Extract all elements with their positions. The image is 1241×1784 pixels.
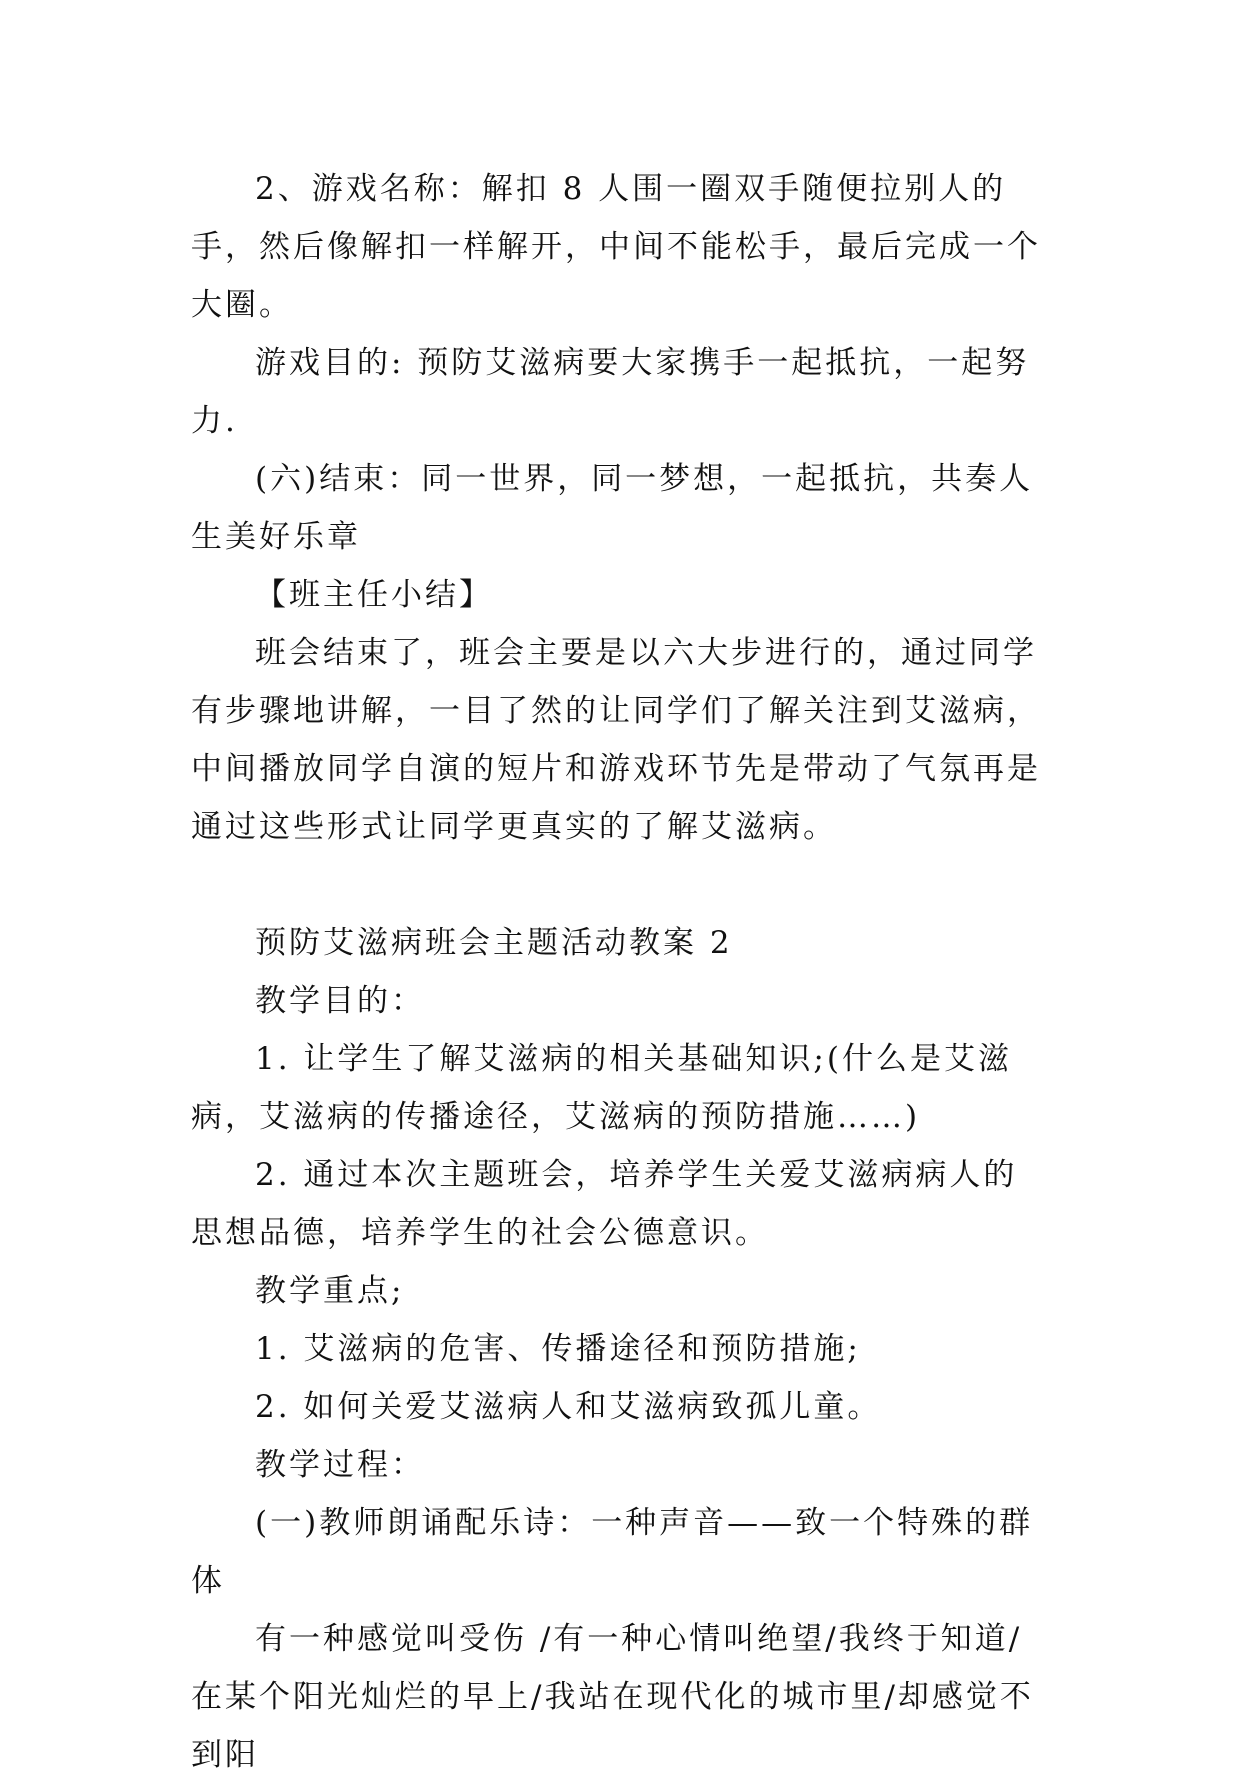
paragraph-summary-heading: 【班主任小结】 [255, 577, 493, 613]
document-body [191, 160, 1051, 1784]
paragraph-key-points-heading: 教学重点; [255, 1273, 405, 1309]
paragraph-goal-2: 2. 通过本次主题班会，培养学生关爱艾滋病病人的思想品德，培养学生的社会公德意识。 [191, 1157, 1018, 1251]
paragraph-ending: (六)结束：同一世界，同一梦想，一起抵抗，共奏人生美好乐章 [191, 461, 1034, 555]
paragraph-teaching-goals-heading: 教学目的： [255, 983, 425, 1019]
paragraph-game-purpose: 游戏目的: 预防艾滋病要大家携手一起抵抗，一起努力. [191, 345, 1030, 439]
paragraph-poem: 有一种感觉叫受伤 /有一种心情叫绝望/我终于知道/在某个阳光灿烂的早上/我站在现代化的城市里/却感觉不到阳 [191, 1621, 1034, 1773]
paragraph-key-point-1: 1. 艾滋病的危害、传播途径和预防措施; [255, 1331, 861, 1367]
section-spacer [191, 856, 1051, 914]
paragraph-process-heading: 教学过程： [255, 1447, 425, 1483]
section-title: 预防艾滋病班会主题活动教案 2 [255, 925, 733, 961]
paragraph-goal-1: 1. 让学生了解艾滋病的相关基础知识;(什么是艾滋病，艾滋病的传播途径，艾滋病的预防措施……) [191, 1041, 1012, 1135]
paragraph-game-name: 2、游戏名称：解扣 8 人围一圈双手随便拉别人的手，然后像解扣一样解开，中间不能松手，最后完成一个大圈。 [191, 171, 1041, 323]
paragraph-process-step-1: (一)教师朗诵配乐诗：一种声音——致一个特殊的群体 [191, 1505, 1034, 1599]
paragraph-key-point-2: 2. 如何关爱艾滋病人和艾滋病致孤儿童。 [255, 1389, 882, 1425]
paragraph-summary: 班会结束了，班会主要是以六大步进行的，通过同学有步骤地讲解，一目了然的让同学们了解关注到艾滋病，中间播放同学自演的短片和游戏环节先是带动了气氛再是通过这些形式让同学更真实的了解艾滋病。 [191, 635, 1041, 845]
